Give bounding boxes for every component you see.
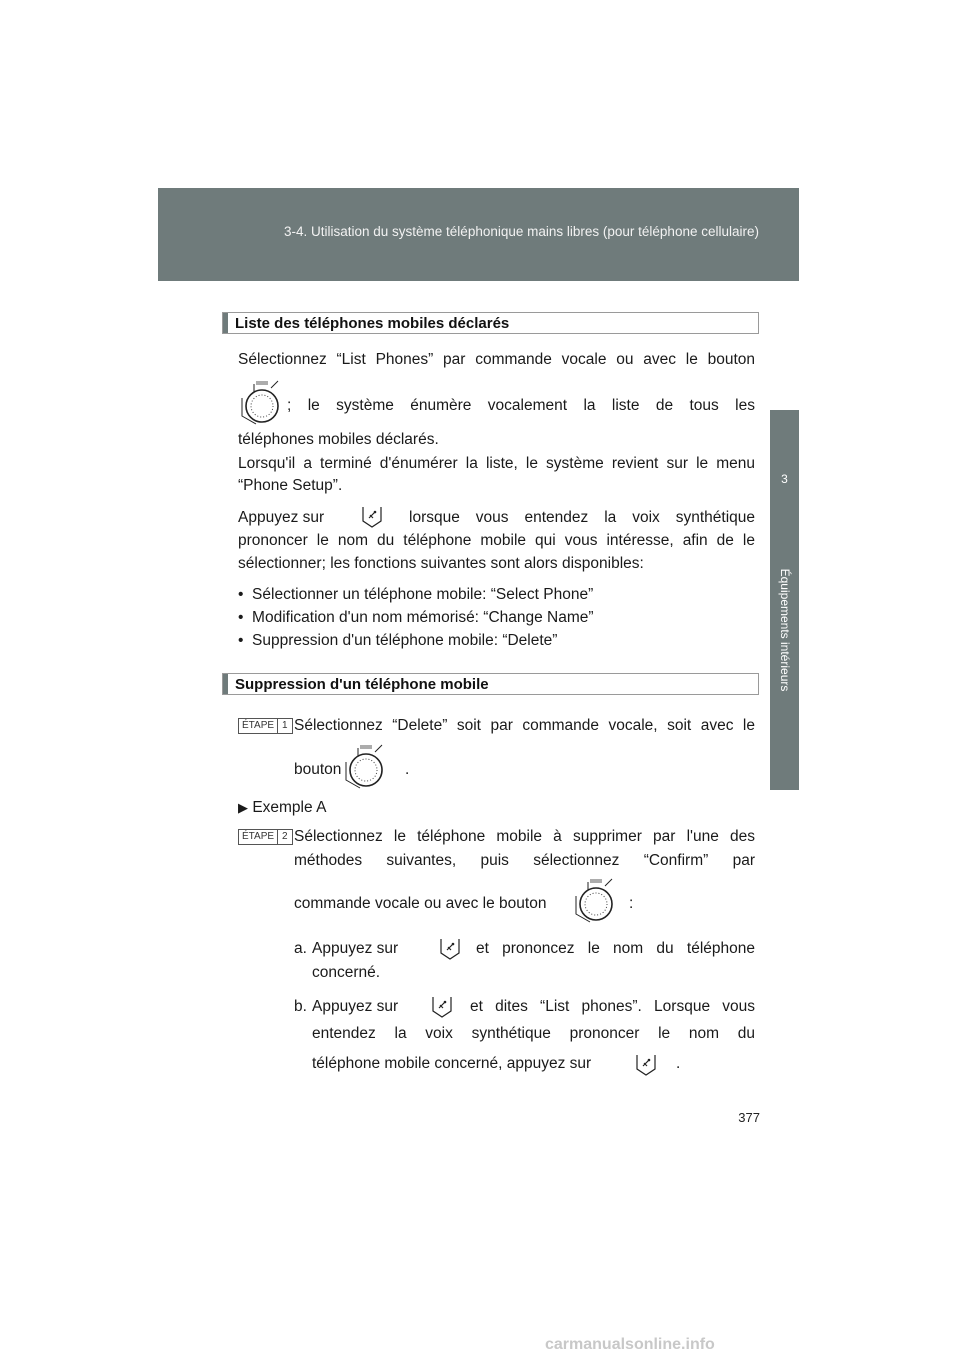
step-text: Sélectionnez le téléphone mobile à supprimer par l'une des — [294, 828, 755, 845]
paragraph-line: prononcer le nom du téléphone mobile qui vous intéresse, afin de le — [238, 532, 755, 549]
paragraph-line: téléphones mobiles déclarés. — [238, 431, 439, 448]
list-item-text: Suppression d'un téléphone mobile: “Delete” — [252, 632, 558, 649]
chapter-label: Équipements intérieurs — [778, 568, 792, 692]
section-title: Suppression d'un téléphone mobile — [235, 676, 489, 693]
item-label: b. — [294, 998, 307, 1015]
list-item: • Modification d'un nom mémorisé: “Change Name” — [238, 609, 594, 626]
step-text: . — [405, 761, 410, 778]
step-word: ÉTAPE — [238, 829, 278, 845]
step-text: bouton — [294, 761, 342, 778]
talk-switch-icon — [438, 937, 462, 961]
item-text: concerné. — [312, 964, 381, 981]
step-text: : — [629, 895, 634, 912]
section-heading-phone-list — [222, 312, 759, 334]
dial-knob-icon — [342, 744, 386, 792]
example-reference — [238, 798, 326, 818]
list-item: • Suppression d'un téléphone mobile: “Delete” — [238, 632, 558, 649]
dial-knob-icon — [238, 380, 282, 428]
item-text: et prononcez le nom du téléphone — [476, 940, 755, 957]
talk-switch-icon — [634, 1053, 658, 1077]
item-text: et dites “List phones”. Lorsque vous — [470, 998, 755, 1015]
dial-knob-icon — [572, 878, 616, 926]
step-text: commande vocale ou avec le bouton — [294, 895, 547, 912]
item-text: . — [676, 1055, 681, 1072]
paragraph-text: lorsque vous entendez la voix synthétique — [409, 509, 755, 526]
paragraph-line: sélectionner; les fonctions suivantes sont alors disponibles: — [238, 555, 644, 572]
step-text: Sélectionnez “Delete” soit par commande vocale, soit avec le — [294, 717, 755, 734]
section-heading-delete-phone — [222, 673, 759, 695]
chapter-side-tab — [770, 410, 799, 790]
triangle-right-icon: ▶ — [238, 800, 248, 815]
paragraph-line: ; le système énumère vocalement la liste de tous les — [287, 397, 755, 414]
chapter-number: 3 — [781, 472, 788, 486]
paragraph-line: Sélectionnez “List Phones” par commande vocale ou avec le bouton — [238, 351, 755, 368]
example-label: Exemple A — [252, 799, 327, 816]
talk-switch-icon — [360, 505, 384, 529]
step-number: 2 — [278, 829, 293, 845]
item-text: téléphone mobile concerné, appuyez sur — [312, 1055, 592, 1072]
page-number: 377 — [738, 1110, 760, 1125]
step-badge-1 — [238, 718, 293, 732]
chapter-header — [158, 188, 799, 281]
talk-switch-icon — [430, 995, 454, 1019]
step-badge-2 — [238, 829, 293, 843]
item-text: entendez la voix synthétique prononcer le nom du — [312, 1025, 755, 1042]
chapter-title: 3-4. Utilisation du système téléphonique mains libres (pour téléphone cellulaire) — [283, 224, 759, 239]
step-text: méthodes suivantes, puis sélectionnez “Confirm” par — [294, 852, 755, 869]
list-item-text: Modification d'un nom mémorisé: “Change Name” — [252, 609, 594, 626]
item-text: Appuyez sur — [312, 998, 399, 1015]
list-item: • Sélectionner un téléphone mobile: “Select Phone” — [238, 586, 594, 603]
paragraph-line: “Phone Setup”. — [238, 477, 343, 494]
paragraph-line: Lorsqu'il a terminé d'énumérer la liste, le système revient sur le menu — [238, 455, 755, 472]
step-word: ÉTAPE — [238, 718, 278, 734]
section-title: Liste des téléphones mobiles déclarés — [235, 315, 510, 332]
paragraph-text: Appuyez sur — [238, 509, 325, 526]
step-number: 1 — [278, 718, 293, 734]
list-item-text: Sélectionner un téléphone mobile: “Select Phone” — [252, 586, 594, 603]
item-text: Appuyez sur — [312, 940, 399, 957]
watermark-text: carmanualsonline.info — [545, 1336, 715, 1353]
item-label: a. — [294, 940, 307, 957]
